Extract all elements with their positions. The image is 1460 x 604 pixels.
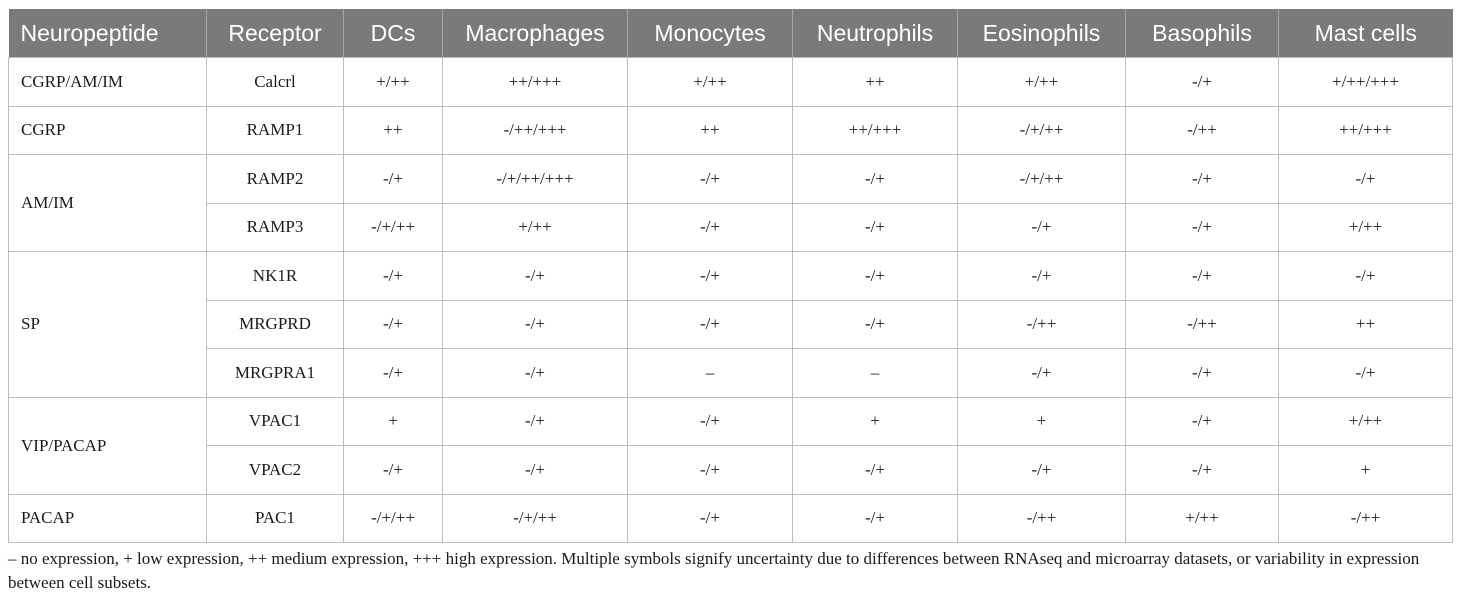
expression-cell: +/++ [958, 58, 1126, 107]
expression-cell: -/+/++/+++ [443, 155, 628, 204]
expression-cell: -/++ [1126, 106, 1279, 155]
expression-cell: + [958, 397, 1126, 446]
expression-cell: -/+ [628, 203, 793, 252]
expression-cell: -/+ [344, 446, 443, 495]
expression-cell: -/+ [1126, 349, 1279, 398]
expression-cell: + [793, 397, 958, 446]
receptor-cell: RAMP2 [207, 155, 344, 204]
expression-cell: -/+ [344, 155, 443, 204]
header-mast-cells: Mast cells [1279, 9, 1453, 58]
expression-cell: -/+ [793, 203, 958, 252]
table-row [9, 494, 1453, 543]
expression-cell: ++ [628, 106, 793, 155]
receptor-cell: NK1R [207, 252, 344, 301]
expression-cell: ++ [793, 58, 958, 107]
receptor-cell: MRGPRA1 [207, 349, 344, 398]
expression-cell: -/+ [628, 252, 793, 301]
expression-table [8, 9, 1453, 543]
header-row [9, 9, 1453, 58]
expression-cell: -/+ [628, 446, 793, 495]
receptor-cell: VPAC1 [207, 397, 344, 446]
expression-cell: -/+ [793, 446, 958, 495]
expression-cell: +/++ [628, 58, 793, 107]
table-row [9, 106, 1453, 155]
expression-cell: -/+ [628, 300, 793, 349]
expression-cell: -/+ [1126, 155, 1279, 204]
expression-cell: -/+ [1126, 446, 1279, 495]
expression-cell: -/+ [1126, 252, 1279, 301]
expression-cell: ++ [1279, 300, 1453, 349]
header-dcs: DCs [344, 9, 443, 58]
expression-cell: ++/+++ [1279, 106, 1453, 155]
expression-cell: -/+ [958, 349, 1126, 398]
table-row [9, 446, 1453, 495]
table-row [9, 58, 1453, 107]
expression-cell: -/+ [793, 155, 958, 204]
expression-cell: -/++ [958, 494, 1126, 543]
expression-cell: ++ [344, 106, 443, 155]
expression-cell: -/+ [793, 494, 958, 543]
expression-cell: -/+/++ [344, 494, 443, 543]
expression-cell: -/+ [1126, 397, 1279, 446]
receptor-cell: Calcrl [207, 58, 344, 107]
expression-cell: + [1279, 446, 1453, 495]
header-receptor: Receptor [207, 9, 344, 58]
neuropeptide-cell: VIP/PACAP [9, 397, 207, 494]
table-row [9, 203, 1453, 252]
expression-cell: -/+ [958, 446, 1126, 495]
expression-cell: -/+ [344, 349, 443, 398]
expression-cell: +/++ [1126, 494, 1279, 543]
expression-cell: -/+ [1279, 155, 1453, 204]
expression-cell: -/+/++ [344, 203, 443, 252]
table-footnote: – no expression, + low expression, ++ medium expression, +++ high expression. Multiple symbols signify uncertainty due to differences between RNAseq and microarray datasets, or variability in expression between cell subsets. [8, 549, 1420, 592]
expression-cell: +/++ [1279, 397, 1453, 446]
expression-cell: -/+ [1126, 203, 1279, 252]
expression-cell: -/+ [793, 300, 958, 349]
expression-cell: -/+ [1279, 252, 1453, 301]
table-row [9, 300, 1453, 349]
expression-cell: – [628, 349, 793, 398]
header-basophils: Basophils [1126, 9, 1279, 58]
neuropeptide-cell: CGRP [9, 106, 207, 155]
expression-cell: -/++/+++ [443, 106, 628, 155]
neuropeptide-cell: PACAP [9, 494, 207, 543]
expression-cell: -/+ [628, 494, 793, 543]
expression-cell: -/++ [958, 300, 1126, 349]
expression-cell: -/++ [1279, 494, 1453, 543]
expression-cell: – [793, 349, 958, 398]
neuropeptide-cell: CGRP/AM/IM [9, 58, 207, 107]
expression-cell: +/++/+++ [1279, 58, 1453, 107]
receptor-cell: RAMP3 [207, 203, 344, 252]
expression-cell: -/+ [443, 252, 628, 301]
expression-cell: -/+/++ [443, 494, 628, 543]
table-row [9, 397, 1453, 446]
expression-cell: -/+ [628, 397, 793, 446]
expression-cell: -/+ [628, 155, 793, 204]
expression-cell: +/++ [443, 203, 628, 252]
expression-cell: ++/+++ [443, 58, 628, 107]
receptor-cell: PAC1 [207, 494, 344, 543]
expression-cell: +/++ [344, 58, 443, 107]
neuropeptide-cell: AM/IM [9, 155, 207, 252]
table-row [9, 155, 1453, 204]
expression-cell: -/+ [443, 397, 628, 446]
expression-cell: -/+ [443, 349, 628, 398]
expression-cell: ++/+++ [793, 106, 958, 155]
expression-cell: -/+ [958, 203, 1126, 252]
expression-cell: -/++ [1126, 300, 1279, 349]
receptor-cell: VPAC2 [207, 446, 344, 495]
header-neuropeptide: Neuropeptide [9, 9, 207, 58]
neuropeptide-cell: SP [9, 252, 207, 398]
expression-cell: -/+ [958, 252, 1126, 301]
expression-cell: -/+ [443, 300, 628, 349]
expression-cell: +/++ [1279, 203, 1453, 252]
expression-cell: + [344, 397, 443, 446]
receptor-cell: MRGPRD [207, 300, 344, 349]
expression-cell: -/+ [443, 446, 628, 495]
table-row [9, 349, 1453, 398]
expression-cell: -/+ [793, 252, 958, 301]
expression-cell: -/+ [344, 252, 443, 301]
expression-cell: -/+ [1126, 58, 1279, 107]
expression-cell: -/+/++ [958, 155, 1126, 204]
expression-cell: -/+ [344, 300, 443, 349]
expression-table-container [8, 9, 1452, 543]
header-monocytes: Monocytes [628, 9, 793, 58]
table-row [9, 252, 1453, 301]
expression-cell: -/+/++ [958, 106, 1126, 155]
header-macrophages: Macrophages [443, 9, 628, 58]
header-eosinophils: Eosinophils [958, 9, 1126, 58]
table-body [9, 58, 1453, 543]
expression-cell: -/+ [1279, 349, 1453, 398]
header-neutrophils: Neutrophils [793, 9, 958, 58]
receptor-cell: RAMP1 [207, 106, 344, 155]
